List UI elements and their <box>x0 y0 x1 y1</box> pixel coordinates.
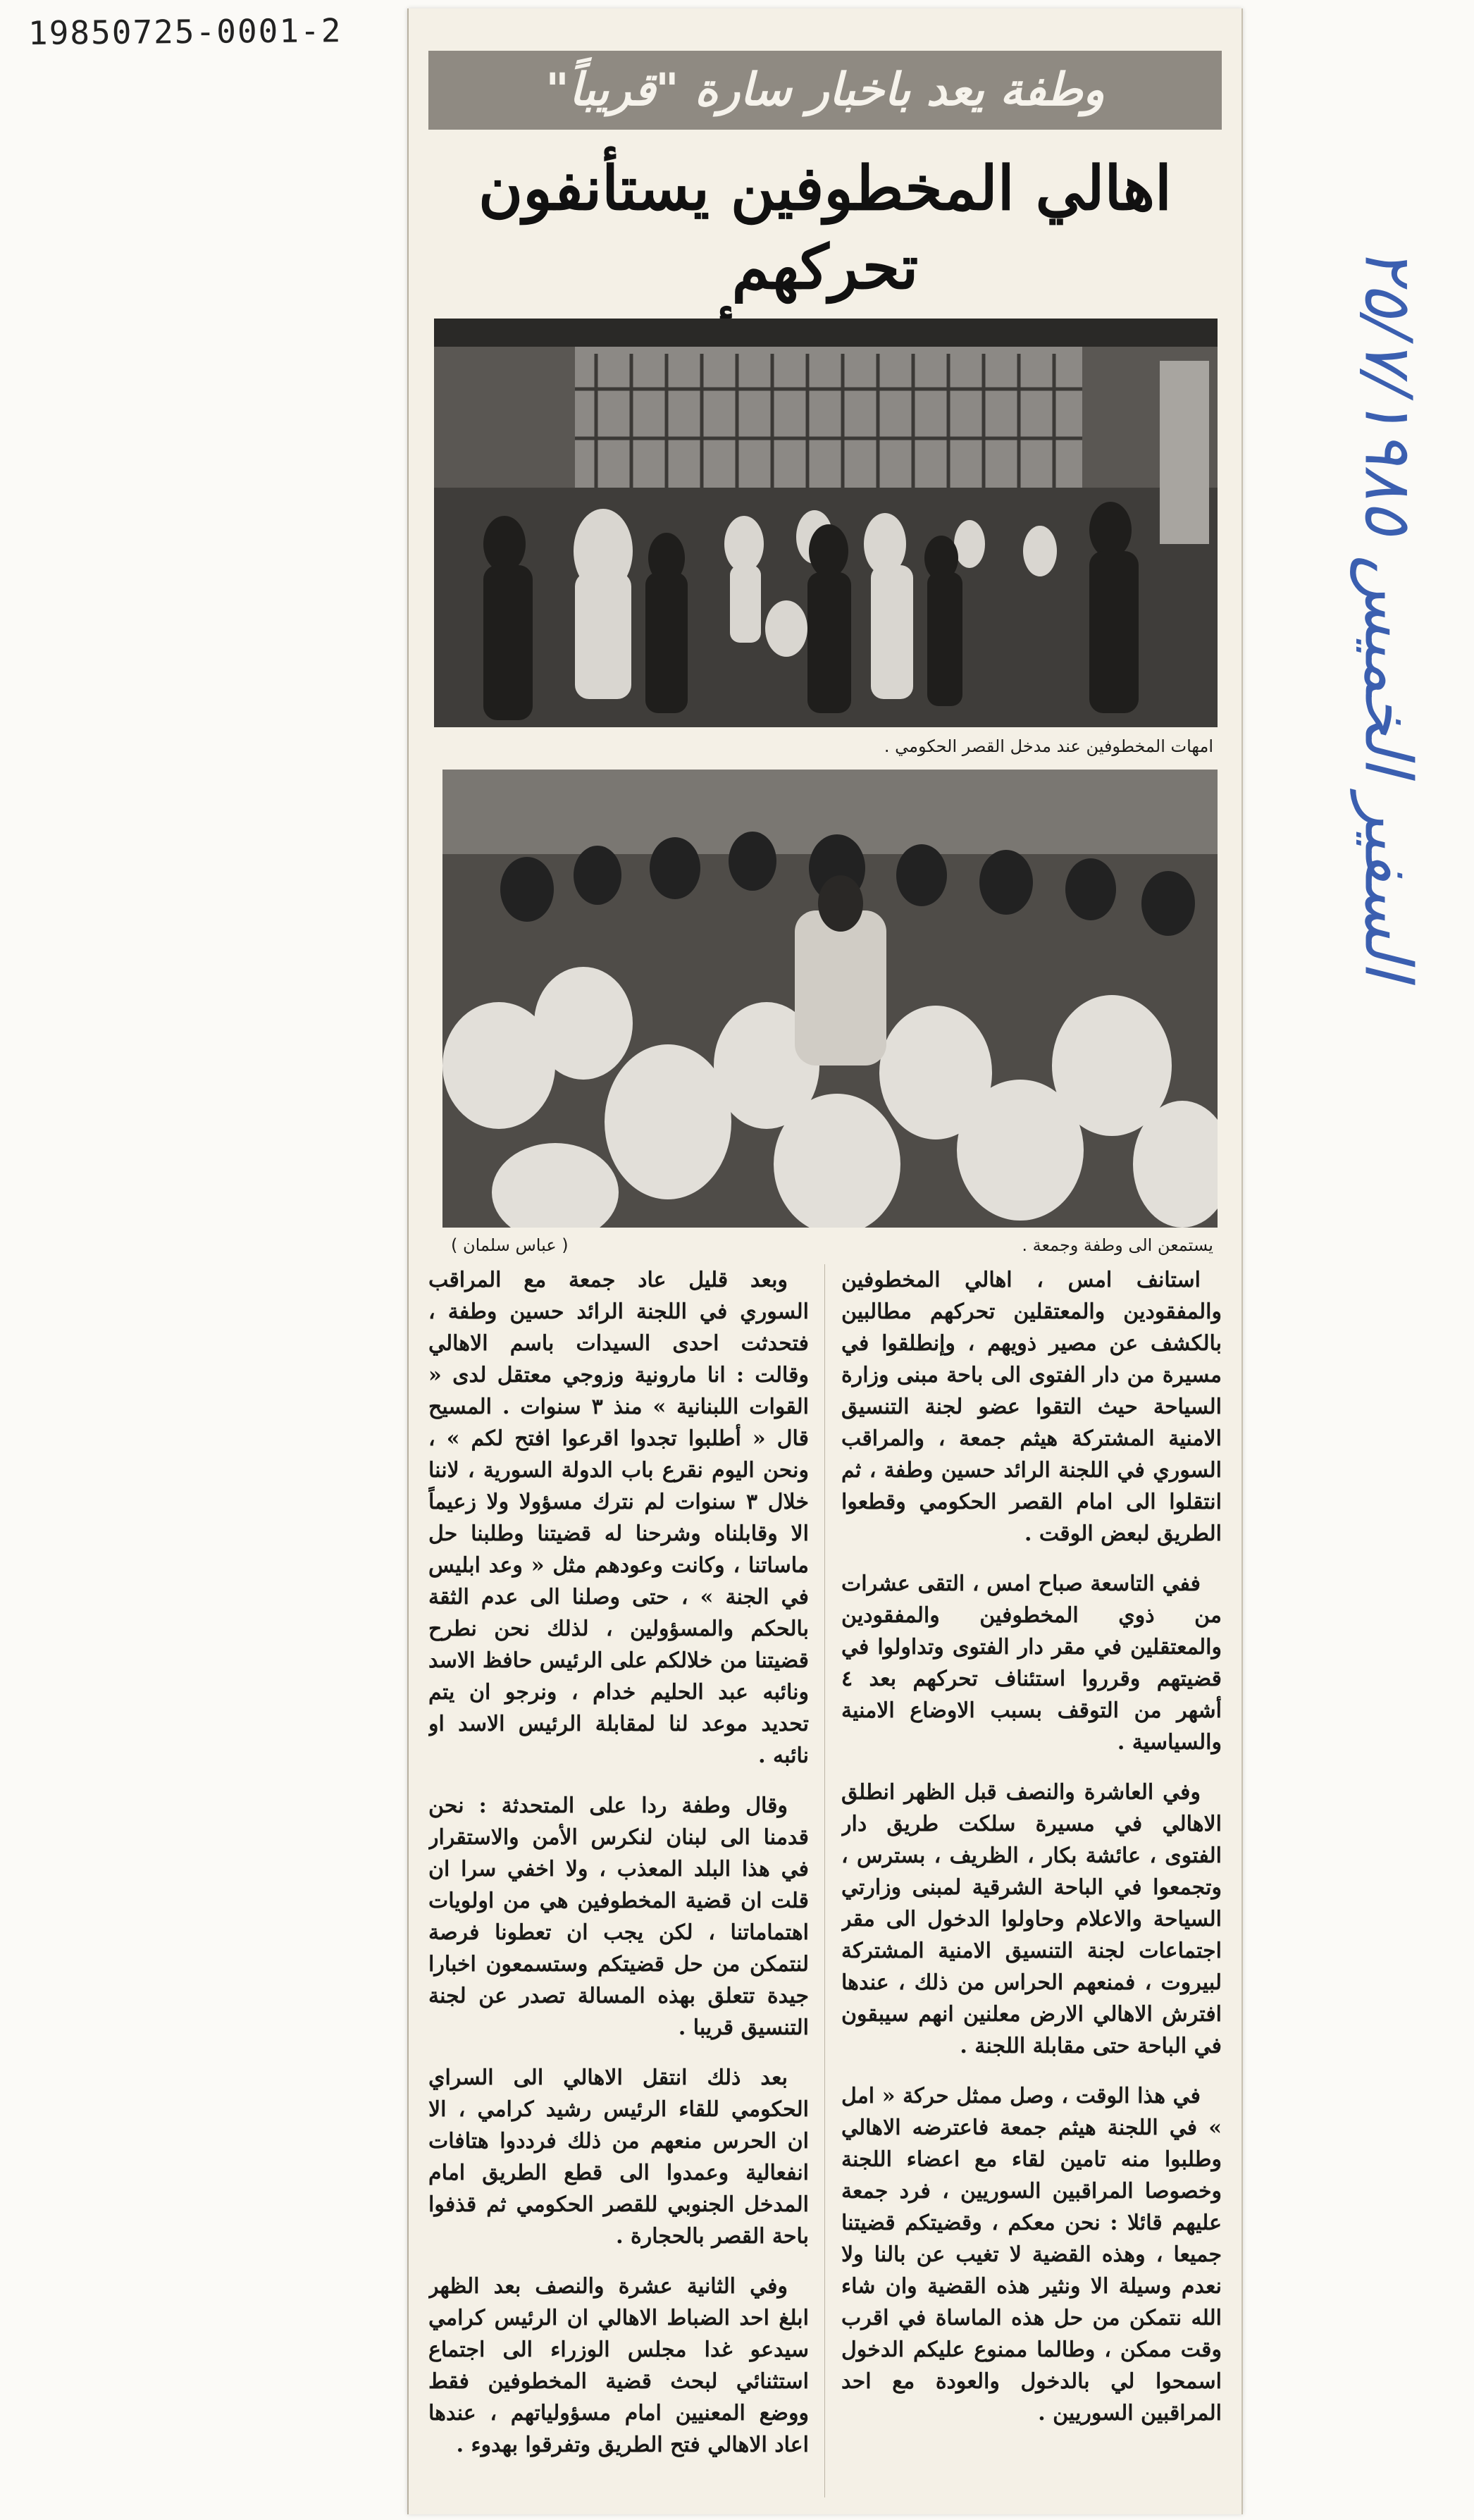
caption-photo-1: امهات المخطوفين عند مدخل القصر الحكومي . <box>884 736 1213 756</box>
newspaper-clipping <box>407 8 1243 2514</box>
article-paragraph: في هذا الوقت ، وصل ممثل حركة « امل » في اللجنة هيثم جمعة فاعترضه الاهالي وطلبوا منه تامين لقاء مع اعضاء اللجنة وخصوصا المراقبين السوريين ، فرد جمعة عليهم قائلا : نحن معكم ، وقضيتكم قضيتنا جميعا ، وهذه القضية لا تغيب عن بالنا ولا نعدم وسيلة الا ونثير هذه القضية وان شاء الله نتمكن من حل هذه الماساة في اقرب وقت ممكن ، وطالما ممنوع عليكم الدخول اسمحوا لي بالدخول والعودة مع احد المراقبين السوريين . <box>841 2084 1222 2426</box>
article-paragraph: ففي التاسعة صباح امس ، التقى عشرات من ذوي المخطوفين والمفقودين والمعتقلين في مقر دار الفتوى وتداولوا في قضيتهم وقرروا استئناف تحركهم بعد ٤ أشهر من التوقف بسبب الاوضاع الامنية والسياسية . <box>841 1571 1222 1755</box>
article-paragraph: بعد ذلك انتقل الاهالي الى السراي الحكومي للقاء الرئيس رشيد كرامي ، الا ان الحرس منعهم من ذلك فرددوا هتافات انفعالية وعمدوا الى قطع الطريق امام المدخل الجنوبي للقصر الحكومي ثم قذفوا باحة القصر بالحجارة . <box>428 2065 809 2249</box>
archive-id-stamp: 19850725-0001-2 <box>27 11 342 52</box>
article-paragraph: وفي العاشرة والنصف قبل الظهر انطلق الاهالي في مسيرة سلكت طريق دار الفتوى ، عائشة بكار ، الظريف ، بسترس ، وتجمعوا في الباحة الشرقية لمبنى وزارتي السياحة والاعلام وحاولوا الدخول الى مقر اجتماعات لجنة التنسيق الامنية المشتركة لبيروت ، فمنعهم الحراس من ذلك ، عندها افترش الاهالي الارض معلنين انهم سيبقون في الباحة حتى مقابلة اللجنة . <box>841 1780 1222 2058</box>
article-column-right <box>841 1264 1222 2497</box>
handwritten-date-note <box>1318 155 1458 1071</box>
photo-meeting-with-wattfa <box>442 770 1218 1228</box>
article-paragraph: وقال وطفة ردا على المتحدثة : نحن قدمنا الى لبنان لنكرس الأمن والاستقرار في هذا البلد المعذب ، ولا اخفي سرا ان قلت ان قضية المخطوفين هي من اولويات اهتماماتنا ، لكن يجب ان تعطونا فرصة لنتمكن من حل قضيتكم وستسمعون اخبارا جيدة تتعلق بهذه المسالة تصدر عن لجنة التنسيق قريبا . <box>428 1793 809 2040</box>
headline-line-1: اهالي المخطوفين يستأنفون تحركهم <box>478 153 1172 303</box>
article-paragraph: استانف امس ، اهالي المخطوفين والمفقودين والمعتقلين تحركهم مطالبين بالكشف عن مصير ذويهم ، وإنطلقوا في مسيرة من دار الفتوى الى باحة مبنى وزارة السياحة حيث التقوا عضو لجنة التنسيق الامنية المشتركة هيثم جمعة ، والمراقب السوري في اللجنة الرائد حسين وطفة ، ثم انتقلوا الى امام القصر الحكومي وقطعوا الطريق لبعض الوقت . <box>841 1268 1222 1546</box>
article-paragraph: وبعد قليل عاد جمعة مع المراقب السوري في اللجنة الرائد حسين وطفة ، فتحدثت احدى السيدات باسم الاهالي وقالت : انا مارونية وزوجي معتقل لدى « القوات اللبنانية » منذ ٣ سنوات . المسيح قال « أطلبوا تجدوا اقرعوا افتح لكم » ، ونحن اليوم نقرع باب الدولة السورية ، لاننا خلال ٣ سنوات لم نترك مسؤولا ولا زعيماً الا وقابلناه وشرحنا له قضيتنا وطلبنا حل ماساتنا ، وكانت وعودهم مثل « وعد ابليس في الجنة » ، حتى وصلنا الى عدم الثقة بالحكم والمسؤولين ، لذلك نحن نطرح قضيتنا من خلالكم على الرئيس حافظ الاسد ونائبه عبد الحليم خدام ، ونرجو ان يتم تحديد موعد لنا لمقابلة الرئيس الاسد او نائبه . <box>428 1268 810 1768</box>
handwritten-date-text: السفير الخميس ٢٥/٧/١٩٨٥ <box>1350 247 1426 980</box>
photo-credit: ( عباس سلمان ) <box>451 1235 569 1255</box>
article-paragraph: وفي الثانية عشرة والنصف بعد الظهر ابلغ احد الضباط الاهالي ان الرئيس كرامي سيدعو غدا مجلس الوزراء الى اجتماع استثنائي لبحث قضية المخطوفين فقط ووضع المعنيين امام مسؤولياتهم ، عندها اعاد الاهالي فتح الطريق وتفرقوا بهدوء . <box>428 2274 809 2457</box>
kicker-banner: وطفة يعد باخبار سارة "قريباً" <box>428 51 1222 130</box>
article-column-left <box>428 1264 825 2497</box>
photo-meeting-graphic <box>442 770 1218 1228</box>
photo-mothers-at-entrance <box>434 319 1218 727</box>
caption-photo-2: يستمعن الى وطفة وجمعة . <box>1022 1235 1213 1255</box>
headline <box>428 149 1222 311</box>
photo-mothers-graphic <box>434 319 1218 727</box>
